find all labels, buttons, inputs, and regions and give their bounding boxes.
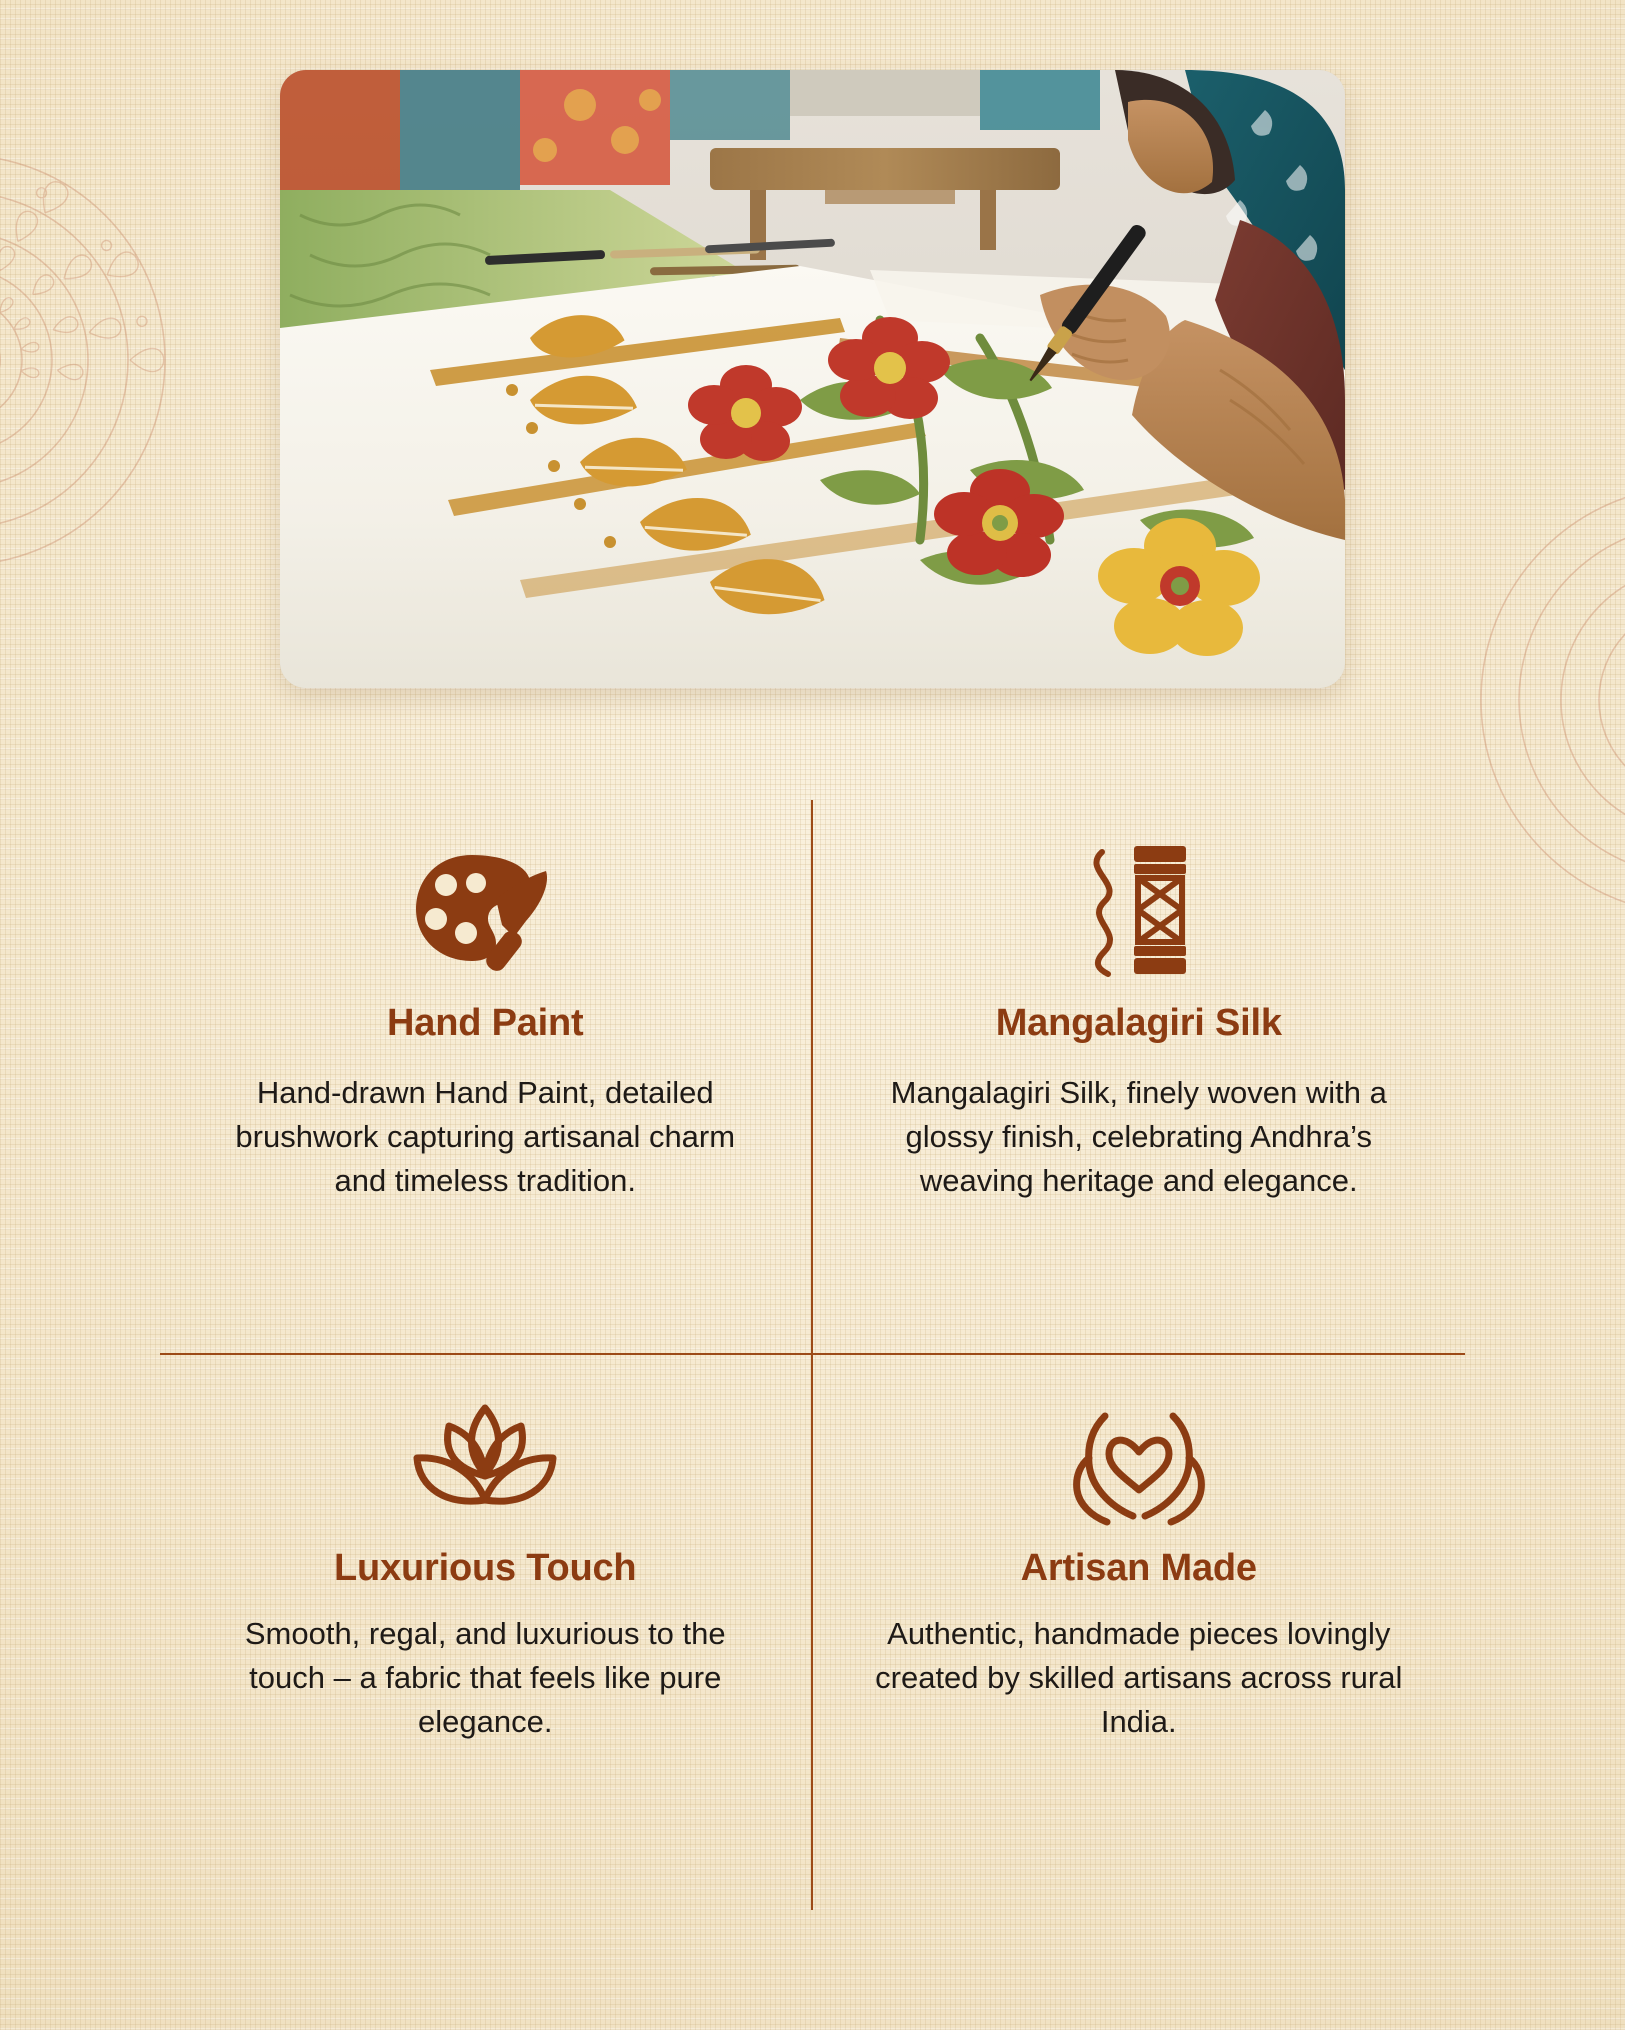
feature-description: Mangalagiri Silk, finely woven with a glossy finish, celebrating Andhra’s weaving heritage and elegance. (890, 1075, 1387, 1199)
feature-grid (160, 800, 1465, 1910)
hands-holding-heart-icon (1059, 1381, 1219, 1541)
feature-card-hand-paint (160, 800, 813, 1355)
feature-title: Hand Paint (387, 1002, 584, 1044)
lotus-flower-icon (405, 1381, 565, 1541)
feature-description: Smooth, regal, and luxurious to the touch – a fabric that feels like pure elegance. (244, 1616, 726, 1740)
feature-title: Luxurious Touch (334, 1547, 637, 1589)
feature-description: Hand-drawn Hand Paint, detailed brushwork capturing artisanal charm and timeless tradition. (235, 1075, 736, 1199)
feature-description: Authentic, handmade pieces lovingly created by skilled artisans across rural India. (875, 1616, 1403, 1740)
feature-card-mangalagiri-silk (813, 800, 1466, 1355)
artisan-hand-painting-fabric-photo (280, 70, 1345, 688)
thread-spool-icon (1064, 826, 1214, 996)
feature-card-artisan-made (813, 1355, 1466, 1910)
feature-title: Mangalagiri Silk (995, 1002, 1282, 1044)
paint-palette-icon (410, 826, 560, 996)
feature-title: Artisan Made (1020, 1547, 1257, 1589)
hero-image-card (280, 70, 1345, 688)
feature-card-luxurious-touch (160, 1355, 813, 1910)
